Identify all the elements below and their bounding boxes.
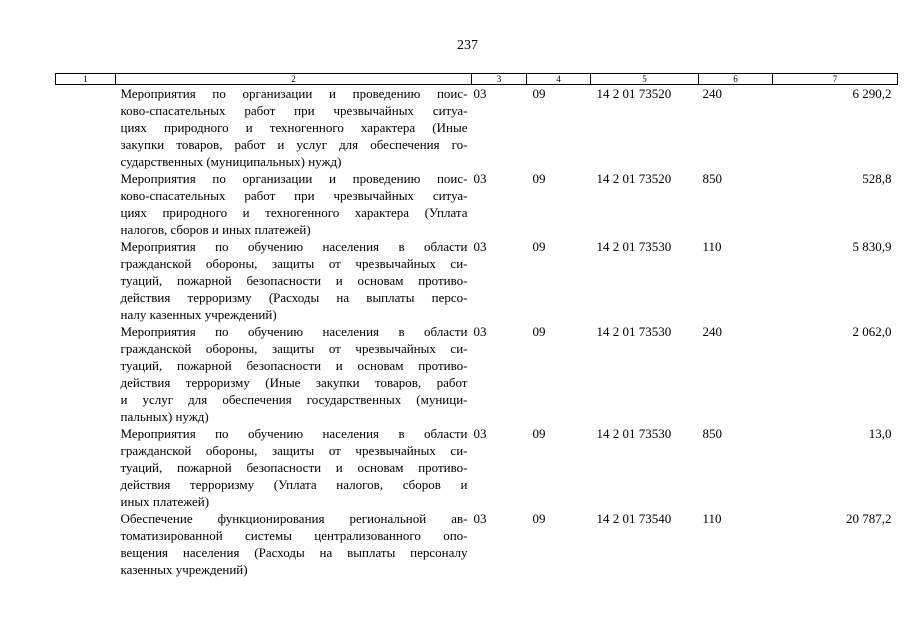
expense-name-line: Мероприятия по обучению населения в области (120, 426, 468, 441)
expense-type-cell: 110 (702, 511, 722, 526)
expense-name-cell (116, 170, 472, 238)
expense-name-cell (116, 238, 472, 323)
expense-type-cell: 110 (702, 239, 722, 254)
expense-name-line: ково-спасательных работ при чрезвычайных ситуа- (120, 188, 468, 203)
row-number-cell (56, 238, 116, 323)
header-col-3: 3 (472, 74, 527, 85)
budget-table (55, 73, 898, 578)
expense-type-cell: 850 (702, 426, 722, 441)
table-row (56, 323, 898, 425)
expense-name-cell (116, 510, 472, 578)
table-body (56, 85, 898, 579)
table-row (56, 425, 898, 510)
expense-name-line: закупки товаров, работ и услуг для обеспечения го- (120, 137, 468, 152)
table-row (56, 170, 898, 238)
expense-name-line: налогов, сборов и иных платежей) (120, 222, 311, 237)
expense-name-line: Мероприятия по обучению населения в области (120, 324, 468, 339)
header-col-5: 5 (591, 74, 699, 85)
expense-name-line: вещения населения (Расходы на выплаты персоналу (120, 545, 468, 560)
amount-cell: 5 830,9 (852, 239, 892, 254)
target-article-cell: 14 2 01 73530 (596, 324, 672, 339)
expense-name-line: налу казенных учреждений) (120, 307, 277, 322)
row-number-cell (56, 425, 116, 510)
subsection-code-cell: 09 (532, 511, 546, 526)
page-number: 237 (457, 38, 478, 53)
target-article-cell: 14 2 01 73540 (596, 511, 672, 526)
row-number-cell (56, 323, 116, 425)
target-article-cell: 14 2 01 73530 (596, 239, 672, 254)
expense-name-line: Мероприятия по обучению населения в области (120, 239, 468, 254)
row-number-cell (56, 510, 116, 578)
expense-name-line: сударственных (муниципальных) нужд) (120, 154, 342, 169)
expense-name-line: пальных) нужд) (120, 409, 209, 424)
amount-cell: 6 290,2 (852, 86, 892, 101)
subsection-code-cell: 09 (532, 171, 546, 186)
table-row (56, 85, 898, 171)
section-code-cell: 03 (473, 426, 487, 441)
target-article-cell: 14 2 01 73530 (596, 426, 672, 441)
expense-name-line: гражданской обороны, защиты от чрезвычайных си- (120, 256, 468, 271)
header-col-7: 7 (773, 74, 898, 85)
expense-name-line: туаций, пожарной безопасности и основам противо- (120, 273, 468, 288)
amount-cell: 528,8 (862, 171, 892, 186)
expense-name-cell (116, 323, 472, 425)
expense-name-line: томатизированной системы централизованного опо- (120, 528, 468, 543)
expense-name-line: циях природного и техногенного характера (Уплата (120, 205, 468, 220)
expense-name-line: Обеспечение функционирования региональной ав- (120, 511, 468, 526)
section-code-cell: 03 (473, 239, 487, 254)
target-article-cell: 14 2 01 73520 (596, 171, 672, 186)
expense-name-line: циях природного и техногенного характера (Иные (120, 120, 468, 135)
header-col-2: 2 (116, 74, 472, 85)
header-col-1: 1 (56, 74, 116, 85)
row-number-cell (56, 170, 116, 238)
expense-name-line: и услуг для обеспечения государственных (муници- (120, 392, 468, 407)
section-code-cell: 03 (473, 511, 487, 526)
amount-cell: 20 787,2 (846, 511, 892, 526)
expense-name-line: гражданской обороны, защиты от чрезвычайных си- (120, 341, 468, 356)
expense-type-cell: 240 (702, 86, 722, 101)
subsection-code-cell: 09 (532, 324, 546, 339)
amount-cell: 13,0 (868, 426, 892, 441)
expense-name-line: гражданской обороны, защиты от чрезвычайных си- (120, 443, 468, 458)
expense-name-cell (116, 425, 472, 510)
section-code-cell: 03 (473, 324, 487, 339)
amount-cell: 2 062,0 (852, 324, 892, 339)
header-col-6: 6 (699, 74, 773, 85)
expense-name-line: действия терроризму (Расходы на выплаты персо- (120, 290, 468, 305)
expense-name-line: действия терроризму (Уплата налогов, сборов и (120, 477, 468, 492)
table-row (56, 238, 898, 323)
expense-type-cell: 240 (702, 324, 722, 339)
expense-name-line: туаций, пожарной безопасности и основам противо- (120, 460, 468, 475)
section-code-cell: 03 (473, 86, 487, 101)
subsection-code-cell: 09 (532, 426, 546, 441)
expense-name-line: туаций, пожарной безопасности и основам противо- (120, 358, 468, 373)
table-header (56, 74, 898, 85)
section-code-cell: 03 (473, 171, 487, 186)
subsection-code-cell: 09 (532, 239, 546, 254)
expense-name-line: казенных учреждений) (120, 562, 248, 577)
expense-name-line: ково-спасательных работ при чрезвычайных ситуа- (120, 103, 468, 118)
header-row (56, 74, 898, 85)
row-number-cell (56, 85, 116, 171)
subsection-code-cell: 09 (532, 86, 546, 101)
table-row (56, 510, 898, 578)
expense-name-cell (116, 85, 472, 171)
expense-name-line: Мероприятия по организации и проведению поис- (120, 86, 468, 101)
expense-name-line: Мероприятия по организации и проведению поис- (120, 171, 468, 186)
expense-name-line: действия терроризму (Иные закупки товаров, работ (120, 375, 468, 390)
header-col-4: 4 (527, 74, 591, 85)
target-article-cell: 14 2 01 73520 (596, 86, 672, 101)
expense-name-line: иных платежей) (120, 494, 210, 509)
expense-type-cell: 850 (702, 171, 722, 186)
